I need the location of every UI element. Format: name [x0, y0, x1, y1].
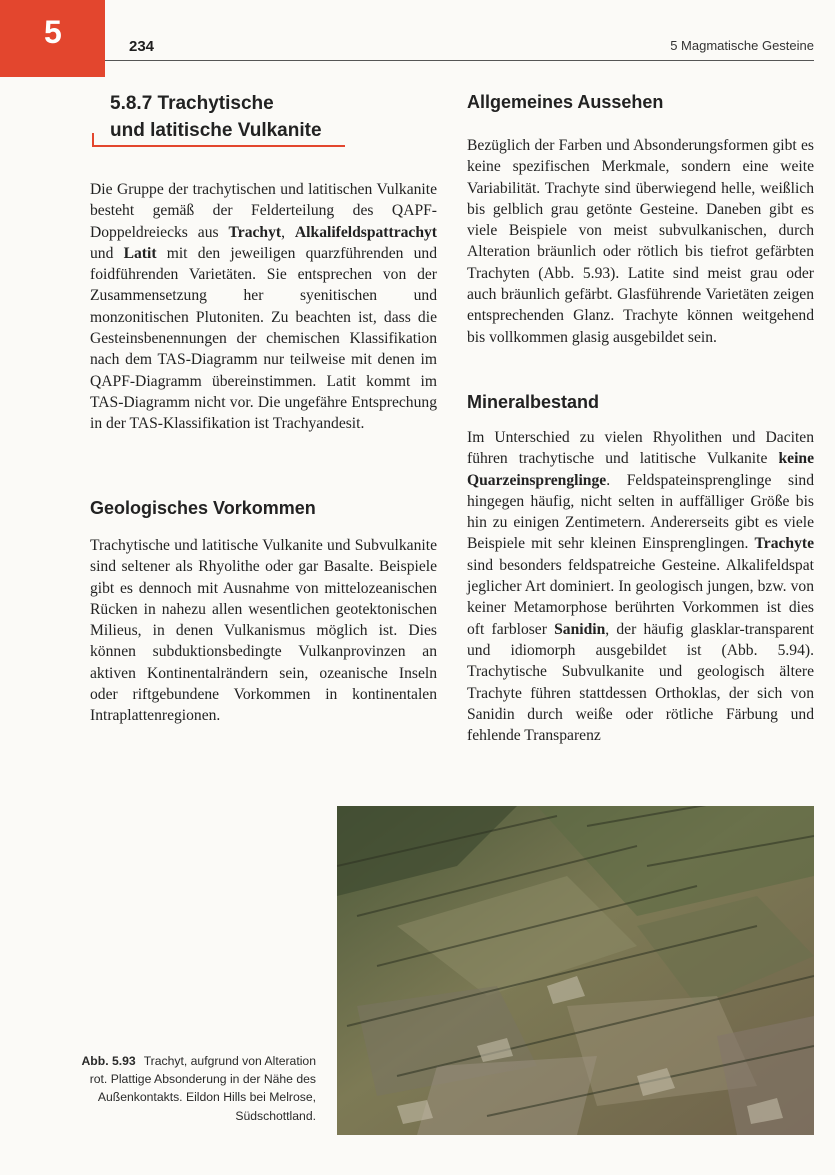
geologisches-vorkommen-paragraph: Trachytische und latitische Vulkanite und Subvulkanite sind seltener als Rhyolithe oder gar Basalte. Beispiele gibt es dennoch mit Ausnahme von mittelozeanischen Rücken in nahezu allen wesentlichen geotektonischen Milieus, in denen Vulkanismus möglich ist. Dies können subduktionsbedingte Vulkanprovinzen an aktiven Kontinentalrändern sein, ozeanische Inseln oder riftgebundene Vorkommen in kontinentalen Intraplattenregionen.: [90, 537, 437, 725]
chapter-number: 5: [44, 14, 62, 50]
page-number: 234: [129, 38, 155, 55]
title-accent-rule: [92, 145, 345, 147]
allgemeines-aussehen-paragraph: Bezüglich der Farben und Absonderungsformen gibt es keine spezifischen Merkmale, sondern eine weite Variabilität. Trachyte sind überwiegend helle, weißlich bis gelblich grau getönte Gesteine. Daneben gibt es viele Beispiele von meist subvulkanischen, durch Alteration bräunlich oder rötlich bis tiefrot gefärbten Trachyten (Abb. 5.93). Latite sind meist grau oder auch bräunlich gefärbt. Glasführende Varietäten zeigen entsprechenden Glanz. Trachyte können weitgehend bis vollkommen glasig ausgebildet sein.: [467, 137, 814, 346]
header-rule: [105, 60, 814, 61]
trachyte-outcrop-photo: [337, 806, 814, 1135]
heading-geologisches-vorkommen: Geologisches Vorkommen: [90, 498, 316, 518]
section-title: [110, 90, 350, 144]
section-title-line2: und latitische Vulkanite: [110, 120, 322, 141]
figure-label: Abb. 5.93: [81, 1054, 136, 1068]
heading-mineralbestand: Mineralbestand: [467, 392, 600, 412]
rock-texture-illustration: [337, 806, 814, 1135]
heading-allgemeines-aussehen: Allgemeines Aussehen: [467, 92, 664, 112]
mineralbestand-paragraph: Im Unterschied zu vielen Rhyolithen und Daciten führen trachytische und latitische Vulkanite keine Quarzeinsprenglinge. Feldspateinsprenglinge sind hingegen häufig, nicht selten in auffälliger Größe bis hin zu einigen Zentimetern. Andererseits gibt es viele Beispiele mit sehr kleinen Einsprenglingen. Trachyte sind besonders feldspatreiche Gesteine. Alkalifeldspat jeglicher Art dominiert. In geologisch jungen, bzw. von keiner Metamorphose berührten Vorkommen ist dies oft farbloser Sanidin, der häufig glasklar-transparent und idiomorph ausgebildet ist (Abb. 5.94). Trachytische Subvulkanite und geologisch ältere Trachyte führen stattdessen Orthoklas, der sich von Sanidin durch weiße oder rötliche Färbung und fehlende Transparenz: [467, 429, 815, 745]
running-head: 5 Magmatische Gesteine: [670, 38, 814, 53]
figure-caption-text: Trachyt, aufgrund von Alteration rot. Plattige Absonderung in der Nähe des Außenkontakts. Eildon Hills bei Melrose, Südschottland.: [89, 1054, 316, 1123]
figure-caption: [76, 1052, 316, 1125]
chapter-tab: [0, 0, 105, 77]
section-title-line1: 5.8.7 Trachytische: [110, 93, 274, 114]
intro-paragraph: Die Gruppe der trachytischen und latitischen Vulkanite besteht gemäß der Felderteilung des QAPF-Doppeldreiecks aus Trachyt, Alkalifeldspattrachyt und Latit mit den jeweiligen quarzführenden und foidführenden Varietäten. Sie entsprechen von der Zusammensetzung her syenitischen und monzonitischen Plutoniten. Zu beachten ist, dass die Gesteinsbenennungen der chemischen Klassifikation nach dem TAS-Diagramm nur teilweise mit denen im QAPF-Diagramm übereinstimmen. Latit kommt im TAS-Diagramm nicht vor. Die ungefähre Entsprechung in der TAS-Klassifikation ist Trachyandesit.: [90, 181, 437, 433]
